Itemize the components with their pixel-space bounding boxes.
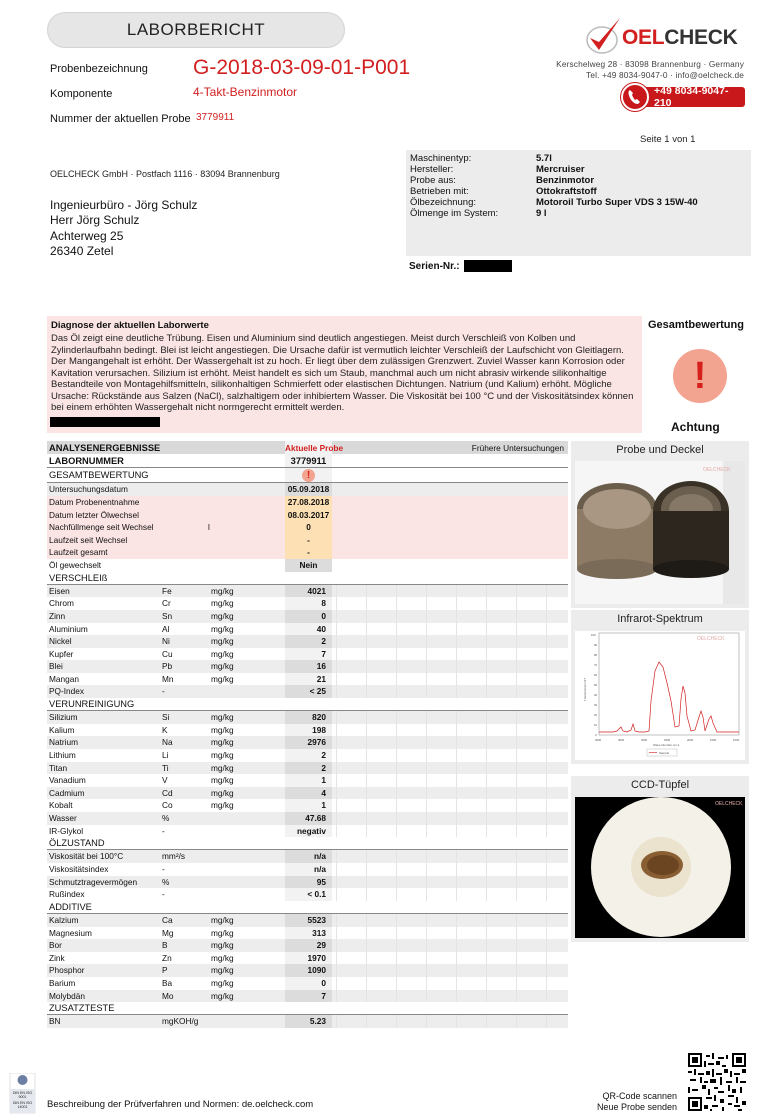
ccd-panel: CCD-Tüpfel OELCHECK: [571, 776, 749, 942]
previous-header: Frühere Untersuchungen: [471, 443, 564, 453]
table-row: Viskositätsindex - n/a: [47, 863, 568, 876]
diagnosis-title: Diagnose der aktuellen Laborwerte: [51, 320, 209, 331]
table-row: Kobalt Co mg/kg 1: [47, 799, 568, 812]
diagnosis-text: Das Öl zeigt eine deutliche Trübung. Eisen und Aluminium sind deutlich angestiegen. Meist durch Verschleiß von Kolben und Zylinderlaufbahn bedingt. Blei ist leicht angestiegen. Die Ursache dafür ist vermutlich leichter Verschleiß der Laufschicht von Gleitlagern. Der Mangangehalt ist erhöht. Der Wassergehalt ist zu hoch. Er liegt über dem zulässigen Grenzwert. Zuviel Wasser kann Korrosion oder Kavitation verursachen. Silizium ist erhöht. Meist handelt es sich um Staub, manchmal auch um nicht abrasiv wirkende silikonhaltige Bestandteile von Montagehilfsmitteln, silikonhaltigen Schmierfett oder elastischen Dichtungen. Natrium (und Kalium) erhöht. Mögliche Ursache: Rückstände aus Salzen (NaCl), salzhaltigem oder inhibiertem Wasser. Die Viskosität bei 100 °C und der Viskositätsindex können bei einem erhöhten Wassergehalt nicht normgerecht ermittelt werden.: [51, 333, 634, 413]
section-zusatzteste: ZUSATZTESTE: [47, 1002, 568, 1015]
table-row: Vanadium V mg/kg 1: [47, 774, 568, 787]
qr-caption: QR-Code scannen Neue Probe senden: [596, 1091, 677, 1112]
info-row-l-gewechselt: Öl gewechselt Nein: [47, 559, 568, 572]
table-row: Zinn Sn mg/kg 0: [47, 610, 568, 623]
info-row-datum-probenentnahme: Datum Probenentnahme 27.08.2018: [47, 496, 568, 509]
svg-text:30: 30: [594, 703, 598, 707]
table-row: Mangan Mn mg/kg 21: [47, 673, 568, 686]
svg-text:20: 20: [594, 713, 598, 717]
svg-text:70: 70: [594, 663, 598, 667]
ir-spectrum-panel: Infrarot-Spektrum 100 90 80 70 60 50 40 30 20 10 0 Transmission %T 4000 3500 3000 2500 2000 1500 1000 Wave Number cm-1 Sample OELCHECK: [571, 610, 749, 764]
sample-photo-panel: Probe und Deckel OELCHECK: [571, 441, 749, 608]
serial-number: Serien-Nr.:: [409, 260, 512, 272]
svg-text:Sample: Sample: [659, 751, 670, 755]
table-header: ANALYSENERGEBNISSE Aktuelle Probe Frühere Untersuchungen: [47, 441, 568, 455]
table-row: Kalzium Ca mg/kg 5523: [47, 914, 568, 927]
redacted-signature: [50, 417, 160, 427]
logo-part1: OEL: [622, 26, 665, 49]
table-row: Kupfer Cu mg/kg 7: [47, 648, 568, 661]
svg-text:0: 0: [595, 733, 597, 737]
labnumber-row: LABORNUMMER 3779911: [47, 455, 568, 469]
component-label: Komponente: [50, 88, 113, 100]
recipient-address: Ingenieurbüro - Jörg Schulz Herr Jörg Schulz Achterweg 25 26340 Zetel: [50, 198, 198, 258]
svg-text:Wave Number cm-1: Wave Number cm-1: [653, 743, 680, 747]
section-verunreinigung: VERUNREINIGUNG: [47, 698, 568, 711]
sample-photo: [575, 461, 745, 604]
section-lzustand: ÖLZUSTAND: [47, 837, 568, 850]
table-row: Lithium Li mg/kg 2: [47, 749, 568, 762]
overall-rating-status: Achtung: [671, 420, 720, 434]
table-row: Nickel Ni mg/kg 2: [47, 635, 568, 648]
svg-text:3000: 3000: [641, 738, 648, 742]
ccd-spot-image: [575, 797, 745, 938]
svg-text:OELCHECK: OELCHECK: [703, 467, 731, 473]
svg-text:9001: 9001: [18, 1095, 27, 1099]
qr-code[interactable]: [688, 1053, 746, 1111]
diagnosis-box: [47, 316, 642, 433]
sender-address: OELCHECK GmbH · Postfach 1116 · 83094 Brannenburg: [50, 169, 280, 179]
sample-name-label: Probenbezeichnung: [50, 63, 148, 75]
table-row: Rußindex - < 0.1: [47, 888, 568, 901]
alert-icon: !: [673, 349, 727, 403]
checkmark-logo-icon: [584, 14, 624, 58]
svg-text:80: 80: [594, 653, 598, 657]
company-address: Kerschelweg 28 · 83098 Brannenburg · Germany Tel. +49 8034-9047-0 · info@oelcheck.de: [556, 59, 744, 80]
svg-text:2500: 2500: [664, 738, 671, 742]
table-row: Molybdän Mo mg/kg 7: [47, 990, 568, 1003]
svg-text:2000: 2000: [687, 738, 694, 742]
svg-text:14001: 14001: [17, 1105, 28, 1109]
small-alert-icon: !: [302, 469, 315, 482]
table-row: Titan Ti mg/kg 2: [47, 762, 568, 775]
footer-norms-link[interactable]: Beschreibung der Prüfverfahren und Normen: de.oelcheck.com: [47, 1099, 314, 1110]
svg-text:40: 40: [594, 693, 598, 697]
table-row: Magnesium Mg mg/kg 313: [47, 927, 568, 940]
logo-part2: CHECK: [664, 26, 738, 49]
results-table: [47, 441, 568, 1028]
table-row: Silizium Si mg/kg 820: [47, 711, 568, 724]
svg-text:1500: 1500: [710, 738, 717, 742]
svg-text:OELCHECK: OELCHECK: [697, 636, 725, 642]
table-row: Chrom Cr mg/kg 8: [47, 597, 568, 610]
table-row: Schmutztragevermögen % 95: [47, 876, 568, 889]
component-value: 4-Takt-Benzinmotor: [193, 85, 298, 99]
svg-text:OELCHECK: OELCHECK: [715, 801, 743, 807]
table-row: PQ-Index - < 25: [47, 685, 568, 698]
page-number: Seite 1 von 1: [640, 134, 696, 145]
svg-text:10: 10: [594, 723, 598, 727]
din-iso-badge: [9, 1073, 36, 1114]
svg-text:4000: 4000: [595, 738, 602, 742]
svg-text:3500: 3500: [618, 738, 625, 742]
sample-number-value: 3779911: [196, 112, 235, 123]
table-row: Phosphor P mg/kg 1090: [47, 964, 568, 977]
oelcheck-logo: [584, 14, 749, 58]
table-row: Bor B mg/kg 29: [47, 939, 568, 952]
gesamt-row: GESAMTBEWERTUNG !: [47, 468, 568, 483]
table-row: Blei Pb mg/kg 16: [47, 660, 568, 673]
section-additive: ADDITIVE: [47, 901, 568, 914]
table-row: Barium Ba mg/kg 0: [47, 977, 568, 990]
info-row-nachf-llmenge-seit-wechsel: Nachfüllmenge seit Wechsel l 0: [47, 521, 568, 534]
table-row: Zink Zn mg/kg 1970: [47, 952, 568, 965]
section-verschlei: VERSCHLEIß: [47, 572, 568, 585]
sample-number-label: Nummer der aktuellen Probe: [50, 113, 191, 125]
table-row: IR-Glykol - negativ: [47, 825, 568, 838]
table-row: Aluminium Al mg/kg 40: [47, 623, 568, 636]
report-title: LABORBERICHT: [47, 12, 345, 48]
phone-number: +49 8034-9047-210: [635, 87, 745, 107]
svg-text:DIN EN ISO: DIN EN ISO: [12, 1091, 33, 1095]
overall-rating-title: Gesamtbewertung: [648, 319, 744, 331]
phone-icon: [621, 83, 649, 111]
info-row-untersuchungsdatum: Untersuchungsdatum 05.09.2018: [47, 483, 568, 496]
svg-text:60: 60: [594, 673, 598, 677]
table-row: Viskosität bei 100°C mm²/s n/a: [47, 850, 568, 863]
redacted-serial: [464, 260, 512, 272]
table-row: Natrium Na mg/kg 2976: [47, 736, 568, 749]
info-row-laufzeit-seit-wechsel: Laufzeit seit Wechsel -: [47, 534, 568, 547]
svg-text:100: 100: [591, 633, 596, 637]
phone-badge[interactable]: [621, 83, 744, 110]
info-row-laufzeit-gesamt: Laufzeit gesamt -: [47, 546, 568, 559]
svg-text:1000: 1000: [733, 738, 740, 742]
ir-spectrum-chart: [575, 631, 745, 760]
machine-info-box: Maschinentyp: 5.7l Hersteller: Mercruiser Probe aus: Benzinmotor Betrieben mit: Ottokraftstoff Ölbezeichnung: Motoroil Turbo Super VDS 3 15W-40 Ölmenge im System: 9 l: [406, 150, 751, 256]
table-row: BN mgKOH/g 5.23: [47, 1015, 568, 1028]
table-row: Eisen Fe mg/kg 4021: [47, 585, 568, 598]
svg-text:90: 90: [594, 643, 598, 647]
table-row: Cadmium Cd mg/kg 4: [47, 787, 568, 800]
svg-text:Transmission %T: Transmission %T: [583, 677, 587, 701]
svg-text:DIN EN ISO: DIN EN ISO: [12, 1101, 33, 1105]
svg-text:50: 50: [594, 683, 598, 687]
sample-name-value: G-2018-03-09-01-P001: [193, 56, 411, 79]
table-row: Kalium K mg/kg 198: [47, 724, 568, 737]
info-row-datum-letzter-lwechsel: Datum letzter Ölwechsel 08.03.2017: [47, 509, 568, 522]
current-sample-header: Aktuelle Probe: [285, 443, 344, 453]
table-row: Wasser % 47.68: [47, 812, 568, 825]
